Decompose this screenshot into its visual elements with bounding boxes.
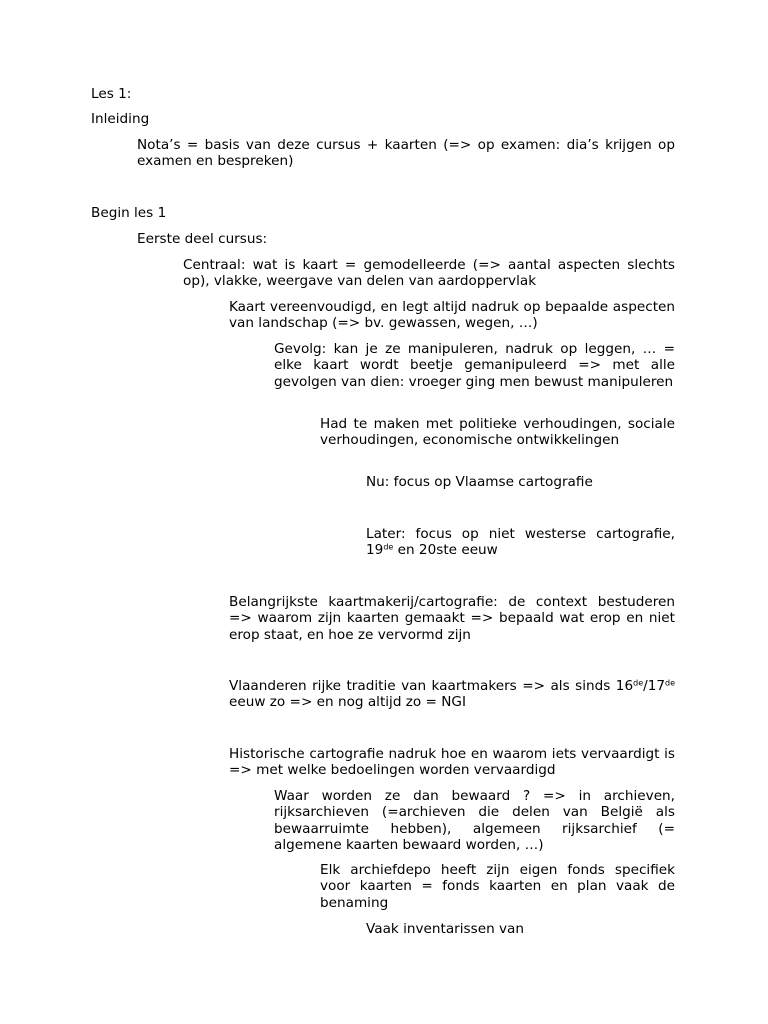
paragraph-belangrijkste: Belangrijkste kaartmakerij/cartografie: de context bestuderen => waarom zijn kaarten gemaakt => bepaald wat erop en niet erop staat, en hoe ze vervormd zijn — [229, 594, 675, 643]
paragraph-waar-worden: Waar worden ze dan bewaard ? => in archieven, rijksarchieven (=archieven die delen van België als bewaarruimte hebben), algemeen rijksarchief (= algemene kaarten bewaard worden, …) — [274, 788, 675, 853]
paragraph-had-te-maken: Had te maken met politieke verhoudingen, sociale verhoudingen, economische ontwikkelingen — [320, 416, 675, 449]
section-heading-begin-les: Begin les 1 — [91, 205, 167, 221]
later-focus-superscript: de — [383, 542, 394, 552]
paragraph-notas: Nota’s = basis van deze cursus + kaarten (=> op examen: dia’s krijgen op examen en bespreken) — [137, 137, 675, 170]
paragraph-eerste-deel: Eerste deel cursus: — [137, 231, 268, 247]
paragraph-vlaanderen — [229, 678, 675, 711]
vlaanderen-superscript-2: de — [665, 678, 675, 688]
vlaanderen-text-c: eeuw zo => en nog altijd zo = NGI — [229, 694, 466, 711]
paragraph-vaak-inventarissen: Vaak inventarissen van — [366, 921, 524, 937]
section-heading-inleiding: Inleiding — [91, 111, 150, 127]
paragraph-gevolg: Gevolg: kan je ze manipuleren, nadruk op leggen, … = elke kaart wordt beetje gemanipuleerd => met alle gevolgen van dien: vroeger ging men bewust manipuleren — [274, 341, 675, 390]
paragraph-later-focus — [366, 526, 675, 559]
later-focus-text-b: en 20ste eeuw — [393, 542, 498, 559]
paragraph-centraal: Centraal: wat is kaart = gemodelleerde (=> aantal aspecten slechts op), vlakke, weergave van delen van aardoppervlak — [183, 257, 675, 290]
vlaanderen-superscript-1: de — [633, 678, 644, 688]
paragraph-nu-focus: Nu: focus op Vlaamse cartografie — [366, 474, 593, 490]
paragraph-historische: Historische cartografie nadruk hoe en waarom iets vervaardigt is => met welke bedoelingen worden vervaardigd — [229, 746, 675, 779]
paragraph-elk-archiefdepo: Elk archiefdepo heeft zijn eigen fonds specifiek voor kaarten = fonds kaarten en plan vaak de benaming — [320, 862, 675, 911]
lesson-heading: Les 1: — [91, 86, 132, 102]
paragraph-kaart-vereenvoudigd: Kaart vereenvoudigd, en legt altijd nadruk op bepaalde aspecten van landschap (=> bv. gewassen, wegen, …) — [229, 299, 675, 332]
later-focus-text-a: Later: focus op niet westerse cartografie, 19 — [366, 526, 675, 559]
vlaanderen-text-a: Vlaanderen rijke traditie van kaartmakers => als sinds 16 — [229, 678, 634, 694]
vlaanderen-text-b: /17 — [643, 678, 665, 694]
